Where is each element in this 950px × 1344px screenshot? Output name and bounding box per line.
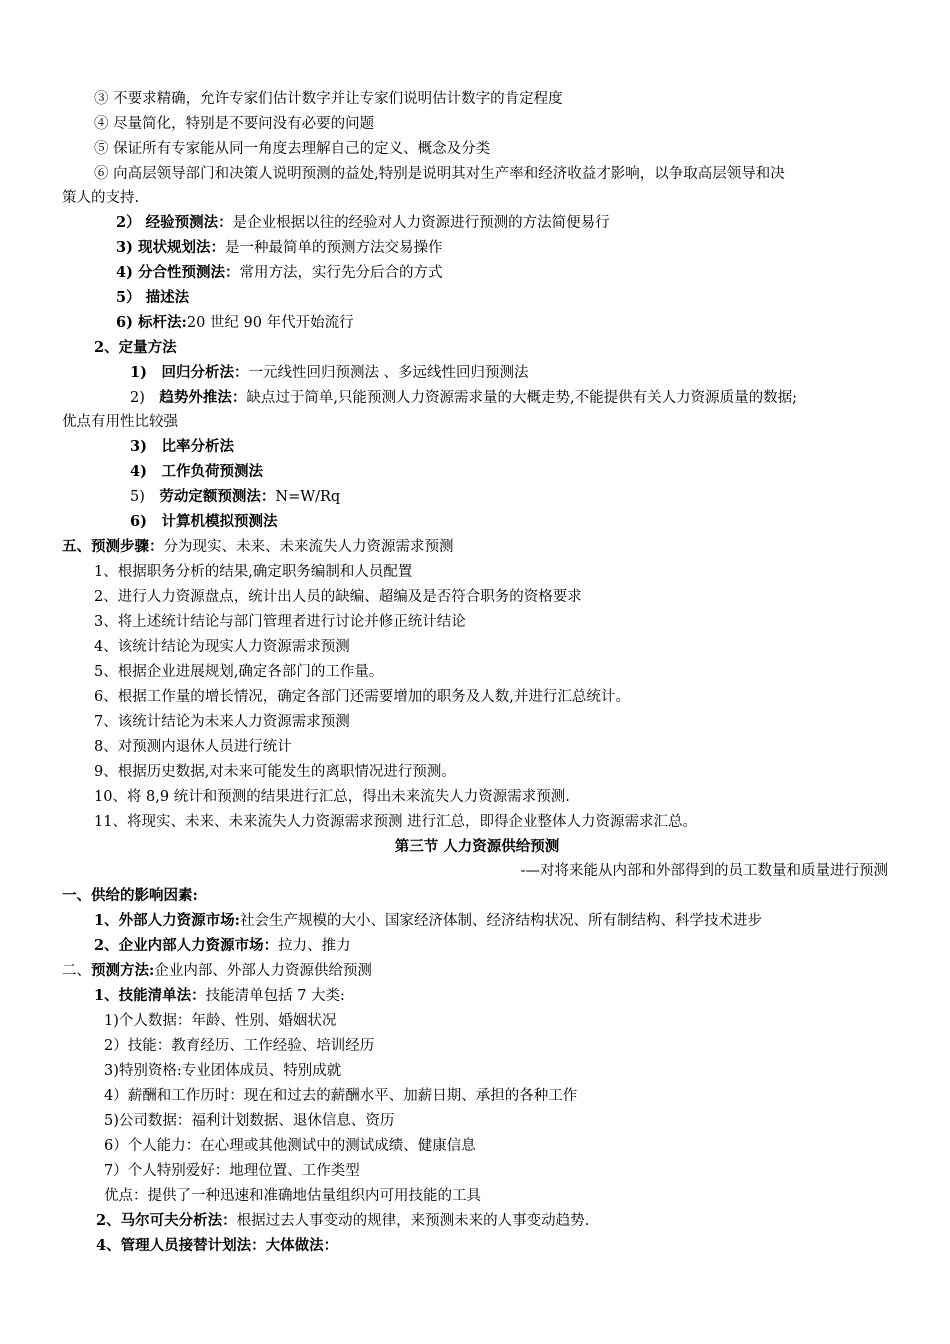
text-line [116,212,892,234]
text-run: 4、该统计结论为现实人力资源需求预测 [94,639,350,655]
text-run: 2）技能：教育经历、工作经验、培训经历 [104,1038,375,1054]
text-run: 分为现实、未来、未来流失人力资源需求预测 [163,539,454,555]
text-run: 是企业根据以往的经验对人力资源进行预测的方法简便易行 [232,215,610,231]
text-line [130,436,892,458]
text-run: 常用方法，实行先分后合的方式 [239,265,443,281]
text-line [130,461,892,483]
bold-text-run: 5） 描述法 [116,289,190,306]
text-line [94,761,892,783]
text-line [62,536,892,558]
bold-text-run: 2、马尔可夫分析法： [96,1212,237,1229]
text-run: 技能清单包括 7 大类: [205,988,345,1004]
text-run: 8、对预测内退休人员进行统计 [94,739,292,755]
bold-text-run: 6) 标杆法: [116,314,187,331]
bold-text-run: 4、管理人员接替计划法：大体做法： [96,1237,339,1254]
text-line [116,287,892,309]
bold-text-run: 预测方法: [91,962,155,979]
text-line [94,786,892,808]
text-line [94,686,892,708]
text-run: ③ 不要求精确，允许专家们估计数字并让专家们说明估计数字的肯定程度 [94,91,563,107]
text-line [94,636,892,658]
text-line [94,113,892,135]
text-run: 是一种最简单的预测方法交易操作 [225,240,443,256]
text-line [94,910,892,932]
bold-text-run: 2、定量方法 [94,339,177,356]
text-line [104,1135,892,1157]
text-run: 20 世纪 90 年代开始流行 [186,315,354,331]
text-run: 策人的支持. [62,190,140,206]
text-run: 10、将 8,9 统计和预测的结果进行汇总，得出未来流失人力资源需求预测. [94,789,570,805]
text-line [94,736,892,758]
text-line [94,337,892,359]
text-line [96,1235,892,1257]
text-run: 6）个人能力：在心理或其他测试中的测试成绩、健康信息 [104,1138,476,1154]
text-run: 7、该统计结论为未来人力资源需求预测 [94,714,350,730]
text-line [130,387,892,409]
text-line [96,1210,892,1232]
text-line [130,511,892,533]
text-run: ④ 尽量简化，特别是不要问没有必要的问题 [94,116,375,132]
text-run: 1、根据职务分析的结果,确定职务编制和人员配置 [94,564,413,580]
text-line [94,163,892,185]
text-line [104,1060,892,1082]
text-run: 11、将现实、未来、未来流失人力资源需求预测 进行汇总，即得企业整体人力资源需求汇总。 [94,814,698,830]
text-run: 缺点过于简单,只能预测人力资源需求量的大概走势,不能提供有关人力资源质量的数据; [246,390,797,406]
text-line [116,262,892,284]
text-run: 7）个人特别爱好：地理位置、工作类型 [104,1163,360,1179]
text-run: 1)个人数据：年龄、性别、婚姻状况 [104,1013,337,1029]
text-run: 优点：提供了一种迅速和准确地估量组织内可用技能的工具 [104,1188,481,1204]
bold-text-run: 劳动定额预测法： [159,488,276,505]
text-line [116,312,892,334]
text-run: ⑤ 保证所有专家能从同一角度去理解自己的定义、概念及分类 [94,141,491,157]
text-line [104,1160,892,1182]
text-line [62,885,892,907]
text-run: 2) [130,390,160,406]
text-line [104,1110,892,1132]
bold-text-run: 2、企业内部人力资源市场： [94,937,279,954]
text-run: 社会生产规模的大小、国家经济体制、经济结构状况、所有制结构、科学技术进步 [239,913,762,929]
bold-text-run: 3) 现状规划法： [116,239,225,256]
text-run: 优点有用性比较强 [62,414,178,430]
section-subtitle: -—对将来能从内部和外部得到的员工数量和质量进行预测 [520,863,888,879]
text-run: 3)特别资格:专业团体成员、特别成就 [104,1063,342,1079]
text-line [104,1185,892,1207]
text-run: 6、根据工作量的增长情况，确定各部门还需要增加的职务及人数,并进行汇总统计。 [94,689,630,705]
text-line [130,486,892,508]
bold-text-run: 4) 分合性预测法： [116,264,240,281]
text-line [94,711,892,733]
bold-text-run: 1、技能清单法： [94,987,206,1004]
bold-text-run: 一、供给的影响因素: [62,887,198,904]
text-run: 5、根据企业进展规划,确定各部门的工作量。 [94,664,384,680]
text-line [94,561,892,583]
text-run: 5) [130,489,160,505]
text-line [94,88,892,110]
text-run: 企业内部、外部人力资源供给预测 [154,963,372,979]
text-run: 根据过去人事变动的规律，来预测未来的人事变动趋势. [236,1213,590,1229]
text-run: ⑥ 向高层领导部门和决策人说明预测的益处,特别是说明其对生产率和经济收益才影响，以争取高层领导和决 [94,166,785,182]
text-run: 一元线性回归预测法 、多远线性回归预测法 [248,365,529,381]
bold-text-run: 趋势外推法： [159,389,247,406]
text-line [62,187,892,209]
text-line [94,985,892,1007]
text-run: 2、进行人力资源盘点，统计出人员的缺编、超编及是否符合职务的资格要求 [94,589,582,605]
bold-text-run: 1) 回归分析法： [130,364,249,381]
text-run: 二、 [62,963,91,979]
text-line [94,586,892,608]
text-line [104,1085,892,1107]
bold-text-run: 4) 工作负荷预测法 [130,463,263,480]
bold-text-run: 3) 比率分析法 [130,438,234,455]
text-line [94,811,892,833]
text-line [130,362,892,384]
text-line [62,411,892,433]
text-run: 拉力、推力 [278,938,351,954]
text-line [62,960,892,982]
bold-text-run: 6) 计算机模拟预测法 [130,513,278,530]
text-line [104,1035,892,1057]
text-line [94,661,892,683]
text-run: 9、根据历史数据,对未来可能发生的离职情况进行预测。 [94,764,456,780]
bold-text-run: 1、外部人力资源市场: [94,912,240,929]
text-line [116,237,892,259]
text-run: N=W/Rq [275,489,341,505]
bold-text-run: 五、预测步骤： [62,538,164,555]
text-run: 5)公司数据：福利计划数据、退休信息、资历 [104,1113,395,1129]
section-title: 第三节 人力资源供给预测 [394,838,560,855]
text-line [94,611,892,633]
text-line [94,138,892,160]
text-line [94,935,892,957]
bold-text-run: 2） 经验预测法： [116,214,233,231]
text-line [104,1010,892,1032]
text-run: 3、将上述统计结论与部门管理者进行讨论并修正统计结论 [94,614,466,630]
text-run: 4）薪酬和工作历时：现在和过去的薪酬水平、加薪日期、承担的各种工作 [104,1088,578,1104]
